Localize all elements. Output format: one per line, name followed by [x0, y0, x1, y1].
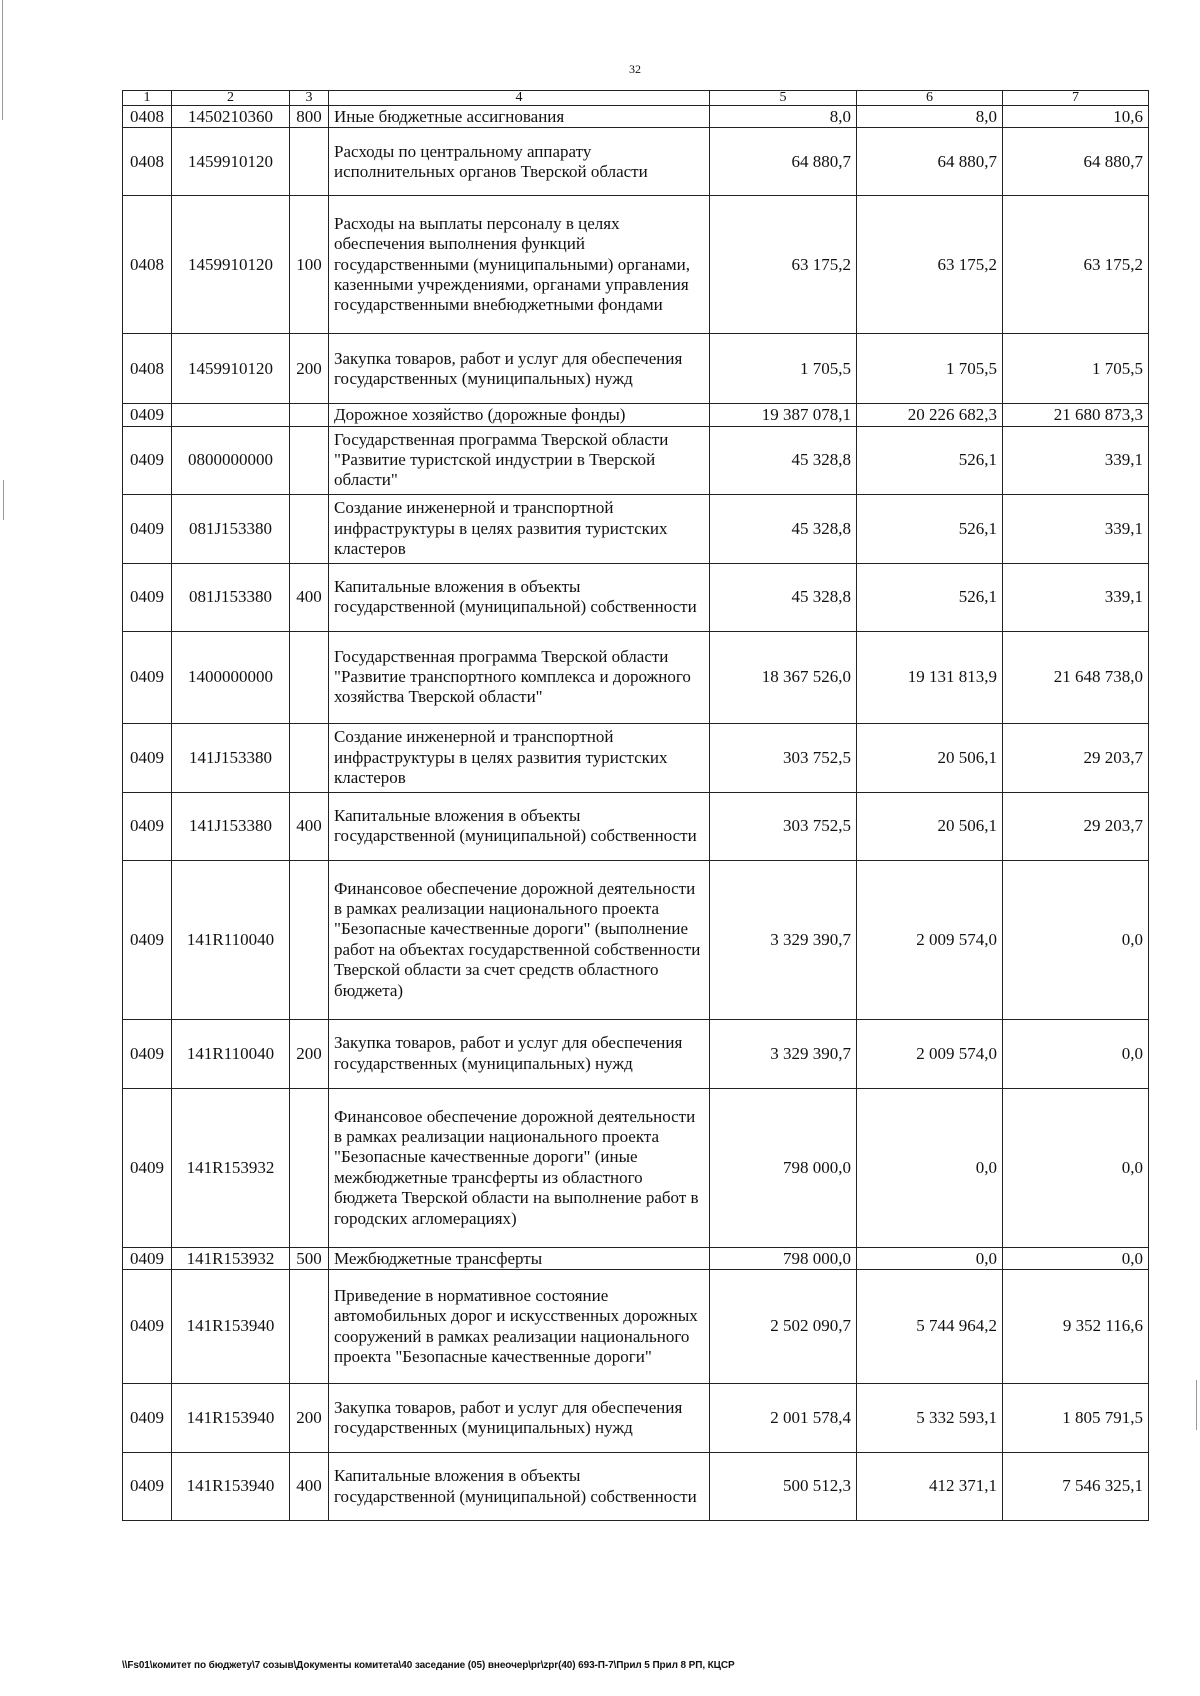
cell-expense-type	[290, 1088, 329, 1247]
table-row	[123, 128, 1149, 196]
cell-amount-3: 29 203,7	[1003, 723, 1149, 792]
cell-expense-type	[290, 404, 329, 426]
cell-amount-2: 2 009 574,0	[857, 1019, 1003, 1088]
cell-amount-2: 19 131 813,9	[857, 631, 1003, 723]
cell-amount-2: 526,1	[857, 563, 1003, 631]
cell-target-code: 141R110040	[172, 860, 290, 1019]
page-number: 32	[629, 62, 641, 76]
cell-amount-1: 45 328,8	[710, 494, 857, 563]
column-header-4: 4	[329, 91, 710, 106]
cell-expense-type	[290, 860, 329, 1019]
budget-table	[122, 90, 1149, 1521]
cell-name: Расходы на выплаты персоналу в целях обеспечения выполнения функций государственными (муниципальными) органами, казенными учреждениями, органами управления государственными внебюджетными фондами	[329, 196, 710, 334]
cell-expense-type	[290, 128, 329, 196]
cell-section-code: 0409	[123, 723, 172, 792]
cell-amount-2: 412 371,1	[857, 1453, 1003, 1521]
cell-name: Создание инженерной и транспортной инфраструктуры в целях развития туристских кластеров	[329, 723, 710, 792]
cell-amount-1: 2 001 578,4	[710, 1384, 857, 1453]
cell-section-code: 0409	[123, 1384, 172, 1453]
cell-section-code: 0409	[123, 792, 172, 860]
cell-amount-3: 0,0	[1003, 1247, 1149, 1269]
table-row	[123, 1270, 1149, 1384]
cell-amount-1: 1 705,5	[710, 334, 857, 404]
cell-name: Межбюджетные трансферты	[329, 1247, 710, 1269]
cell-amount-1: 500 512,3	[710, 1453, 857, 1521]
cell-expense-type: 200	[290, 334, 329, 404]
cell-target-code	[172, 404, 290, 426]
cell-name: Финансовое обеспечение дорожной деятельности в рамках реализации национального проекта "Безопасные качественные дороги" (выполнение работ на объектах государственной собственности Тверской области за счет средств областного бюджета)	[329, 860, 710, 1019]
cell-name: Закупка товаров, работ и услуг для обеспечения государственных (муниципальных) нужд	[329, 1384, 710, 1453]
cell-amount-2: 5 744 964,2	[857, 1270, 1003, 1384]
table-row	[123, 494, 1149, 563]
cell-amount-3: 21 680 873,3	[1003, 404, 1149, 426]
cell-amount-1: 798 000,0	[710, 1247, 857, 1269]
cell-target-code: 1400000000	[172, 631, 290, 723]
cell-amount-1: 2 502 090,7	[710, 1270, 857, 1384]
table-row	[123, 563, 1149, 631]
cell-amount-3: 7 546 325,1	[1003, 1453, 1149, 1521]
table-row	[123, 426, 1149, 494]
cell-name: Закупка товаров, работ и услуг для обеспечения государственных (муниципальных) нужд	[329, 334, 710, 404]
table-row	[123, 334, 1149, 404]
cell-section-code: 0409	[123, 426, 172, 494]
cell-amount-2: 526,1	[857, 426, 1003, 494]
cell-name: Государственная программа Тверской области "Развитие туристской индустрии в Тверской области"	[329, 426, 710, 494]
cell-amount-3: 339,1	[1003, 426, 1149, 494]
cell-target-code: 081J153380	[172, 563, 290, 631]
cell-section-code: 0409	[123, 404, 172, 426]
cell-section-code: 0409	[123, 494, 172, 563]
cell-name: Финансовое обеспечение дорожной деятельности в рамках реализации национального проекта "Безопасные качественные дороги" (иные межбюджетные трансферты из областного бюджета Тверской области на выполнение работ в городских агломерациях)	[329, 1088, 710, 1247]
cell-expense-type: 200	[290, 1019, 329, 1088]
cell-amount-1: 18 367 526,0	[710, 631, 857, 723]
cell-amount-3: 10,6	[1003, 106, 1149, 128]
cell-target-code: 1459910120	[172, 128, 290, 196]
cell-target-code: 141J153380	[172, 792, 290, 860]
cell-section-code: 0408	[123, 334, 172, 404]
table-row	[123, 1384, 1149, 1453]
header-row	[123, 91, 1149, 106]
cell-amount-3: 21 648 738,0	[1003, 631, 1149, 723]
cell-target-code: 0800000000	[172, 426, 290, 494]
cell-section-code: 0408	[123, 128, 172, 196]
cell-amount-1: 63 175,2	[710, 196, 857, 334]
cell-target-code: 081J153380	[172, 494, 290, 563]
cell-amount-2: 63 175,2	[857, 196, 1003, 334]
cell-expense-type	[290, 723, 329, 792]
cell-amount-2: 0,0	[857, 1088, 1003, 1247]
cell-amount-1: 45 328,8	[710, 426, 857, 494]
table-row	[123, 404, 1149, 426]
cell-target-code: 141R153940	[172, 1270, 290, 1384]
cell-section-code: 0409	[123, 1088, 172, 1247]
cell-target-code: 141J153380	[172, 723, 290, 792]
cell-target-code: 141R153932	[172, 1247, 290, 1269]
cell-expense-type	[290, 631, 329, 723]
cell-target-code: 1459910120	[172, 196, 290, 334]
cell-amount-1: 3 329 390,7	[710, 860, 857, 1019]
cell-name: Расходы по центральному аппарату исполнительных органов Тверской области	[329, 128, 710, 196]
table-row	[123, 106, 1149, 128]
scan-artifact	[2, 0, 3, 120]
cell-section-code: 0409	[123, 860, 172, 1019]
cell-name: Дорожное хозяйство (дорожные фонды)	[329, 404, 710, 426]
cell-amount-2: 0,0	[857, 1247, 1003, 1269]
cell-amount-2: 5 332 593,1	[857, 1384, 1003, 1453]
table-row	[123, 792, 1149, 860]
scan-artifact	[1196, 1380, 1197, 1430]
scan-artifact	[3, 480, 4, 520]
cell-amount-3: 339,1	[1003, 494, 1149, 563]
cell-section-code: 0408	[123, 196, 172, 334]
cell-expense-type: 500	[290, 1247, 329, 1269]
cell-name: Закупка товаров, работ и услуг для обеспечения государственных (муниципальных) нужд	[329, 1019, 710, 1088]
table-row	[123, 1088, 1149, 1247]
column-header-2: 2	[172, 91, 290, 106]
table-row	[123, 196, 1149, 334]
cell-expense-type	[290, 1270, 329, 1384]
cell-section-code: 0409	[123, 1270, 172, 1384]
cell-amount-3: 1 705,5	[1003, 334, 1149, 404]
cell-amount-1: 798 000,0	[710, 1088, 857, 1247]
cell-name: Государственная программа Тверской области "Развитие транспортного комплекса и дорожного хозяйства Тверской области"	[329, 631, 710, 723]
cell-amount-1: 8,0	[710, 106, 857, 128]
cell-section-code: 0409	[123, 563, 172, 631]
cell-name: Капитальные вложения в объекты государственной (муниципальной) собственности	[329, 792, 710, 860]
table-row	[123, 1453, 1149, 1521]
cell-name: Капитальные вложения в объекты государственной (муниципальной) собственности	[329, 1453, 710, 1521]
cell-amount-2: 20 226 682,3	[857, 404, 1003, 426]
cell-amount-3: 29 203,7	[1003, 792, 1149, 860]
cell-amount-2: 526,1	[857, 494, 1003, 563]
cell-name: Капитальные вложения в объекты государственной (муниципальной) собственности	[329, 563, 710, 631]
table-row	[123, 1247, 1149, 1269]
cell-amount-2: 8,0	[857, 106, 1003, 128]
cell-expense-type: 400	[290, 792, 329, 860]
table-row	[123, 723, 1149, 792]
cell-amount-2: 20 506,1	[857, 723, 1003, 792]
table-row	[123, 631, 1149, 723]
cell-expense-type: 100	[290, 196, 329, 334]
cell-target-code: 141R153932	[172, 1088, 290, 1247]
cell-name: Приведение в нормативное состояние автомобильных дорог и искусственных дорожных сооружений в рамках реализации национального проекта "Безопасные качественные дороги"	[329, 1270, 710, 1384]
table-row	[123, 1019, 1149, 1088]
cell-amount-2: 1 705,5	[857, 334, 1003, 404]
cell-amount-2: 64 880,7	[857, 128, 1003, 196]
cell-expense-type: 400	[290, 563, 329, 631]
table-body	[123, 106, 1149, 1521]
cell-section-code: 0408	[123, 106, 172, 128]
column-header-3: 3	[290, 91, 329, 106]
cell-amount-3: 64 880,7	[1003, 128, 1149, 196]
cell-amount-3: 0,0	[1003, 860, 1149, 1019]
cell-target-code: 1459910120	[172, 334, 290, 404]
cell-section-code: 0409	[123, 1019, 172, 1088]
column-header-7: 7	[1003, 91, 1149, 106]
cell-expense-type: 400	[290, 1453, 329, 1521]
table-row	[123, 860, 1149, 1019]
cell-amount-3: 0,0	[1003, 1019, 1149, 1088]
cell-section-code: 0409	[123, 1453, 172, 1521]
cell-amount-1: 303 752,5	[710, 723, 857, 792]
cell-amount-1: 45 328,8	[710, 563, 857, 631]
cell-expense-type	[290, 494, 329, 563]
column-header-6: 6	[857, 91, 1003, 106]
column-header-5: 5	[710, 91, 857, 106]
cell-amount-3: 0,0	[1003, 1088, 1149, 1247]
cell-amount-1: 303 752,5	[710, 792, 857, 860]
column-header-1: 1	[123, 91, 172, 106]
cell-amount-3: 9 352 116,6	[1003, 1270, 1149, 1384]
cell-amount-1: 64 880,7	[710, 128, 857, 196]
cell-name: Создание инженерной и транспортной инфраструктуры в целях развития туристских кластеров	[329, 494, 710, 563]
cell-expense-type: 200	[290, 1384, 329, 1453]
cell-target-code: 141R153940	[172, 1384, 290, 1453]
cell-target-code: 1450210360	[172, 106, 290, 128]
footer-file-path: \\Fs01\комитет по бюджету\7 созыв\Документы комитета\40 заседание (05) внеочер\pr\zpr(40) 693-П-7\Прил 5 Прил 8 РП, КЦСР	[122, 1660, 735, 1671]
cell-section-code: 0409	[123, 1247, 172, 1269]
cell-amount-2: 2 009 574,0	[857, 860, 1003, 1019]
cell-expense-type	[290, 426, 329, 494]
cell-amount-1: 19 387 078,1	[710, 404, 857, 426]
cell-amount-1: 3 329 390,7	[710, 1019, 857, 1088]
cell-amount-3: 1 805 791,5	[1003, 1384, 1149, 1453]
cell-amount-3: 63 175,2	[1003, 196, 1149, 334]
cell-target-code: 141R110040	[172, 1019, 290, 1088]
cell-name: Иные бюджетные ассигнования	[329, 106, 710, 128]
cell-amount-3: 339,1	[1003, 563, 1149, 631]
cell-expense-type: 800	[290, 106, 329, 128]
cell-section-code: 0409	[123, 631, 172, 723]
cell-target-code: 141R153940	[172, 1453, 290, 1521]
cell-amount-2: 20 506,1	[857, 792, 1003, 860]
